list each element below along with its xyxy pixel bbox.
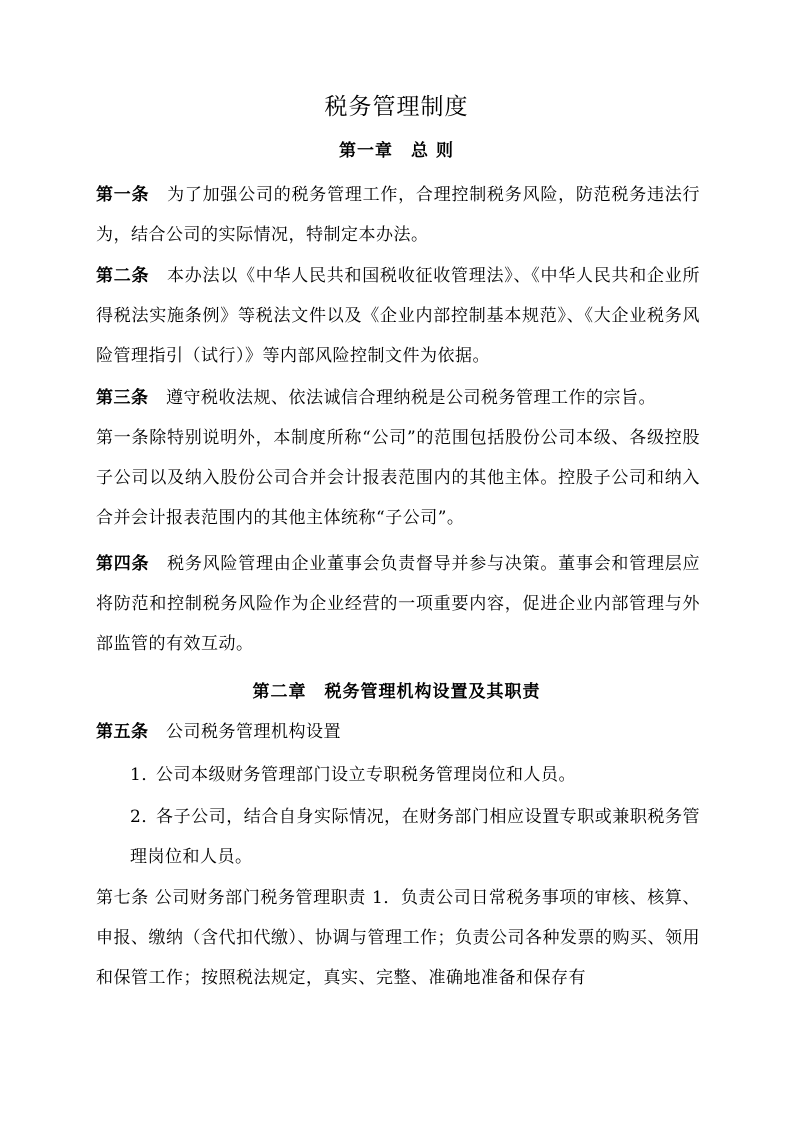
article-4: [96, 544, 700, 665]
article-5-item-1: [130, 755, 700, 795]
article-3-text: 遵守税收法规、依法诚信合理纳税是公司税务管理工作的宗旨。: [166, 388, 656, 408]
chapter-2-heading: 第二章 税务管理机构设置及其职责: [252, 682, 541, 702]
item-1-number: 1．: [130, 765, 159, 785]
article-2-label: 第二条: [96, 266, 150, 286]
item-2-text: 各子公司，结合自身实际情况，在财务部门相应设置专职或兼职税务管理岗位和人员。: [130, 807, 700, 868]
article-3: [96, 378, 700, 418]
article-4-text: 税务风险管理由企业董事会负责督导并参与决策。董事会和管理层应将防范和控制税务风险作为企业经营的一项重要内容，促进企业内部管理与外部监管的有效互动。: [96, 554, 701, 655]
article-2-text: 本办法以《中华人民共和国税收征收管理法》、《中华人民共和企业所得税法实施条例》等税法文件以及《企业内部控制基本规范》、《大企业税务风险管理指引（试行）》等内部风险控制文件为依据。: [96, 266, 700, 367]
article-3-extra: 第一条除特别说明外，本制度所称“公司”的范围包括股份公司本级、各级控股子公司以及纳入股份公司合并会计报表范围内的其他主体。控股子公司和纳入合并会计报表范围内的其他主体统称“子公司”。: [96, 428, 700, 529]
chapter-1-heading: 第一章 总 则: [339, 141, 454, 161]
article-2: [96, 256, 700, 377]
article-5-item-2: [130, 797, 700, 877]
article-5: [96, 712, 700, 752]
article-1: [96, 175, 700, 255]
article-5-text: 公司税务管理机构设置: [166, 722, 341, 742]
article-7: 第七条 公司财务部门税务管理职责 1．负责公司日常税务事项的审核、核算、申报、缴纳（含代扣代缴）、协调与管理工作；负责公司各种发票的购买、领用和保管工作；按照税法规定，真实、完整、准确地准备和保存有: [96, 888, 700, 989]
article-3-label: 第三条: [96, 388, 149, 408]
article-1-label: 第一条: [96, 185, 150, 205]
item-1-text: 公司本级财务管理部门设立专职税务管理岗位和人员。: [156, 765, 576, 785]
article-5-label: 第五条: [96, 722, 149, 742]
document-title: 税务管理制度: [324, 94, 469, 120]
article-1-text: 为了加强公司的税务管理工作，合理控制税务风险，防范税务违法行为，结合公司的实际情况，特制定本办法。: [96, 185, 701, 246]
item-2-number: 2．: [130, 807, 159, 827]
article-4-label: 第四条: [96, 554, 150, 574]
